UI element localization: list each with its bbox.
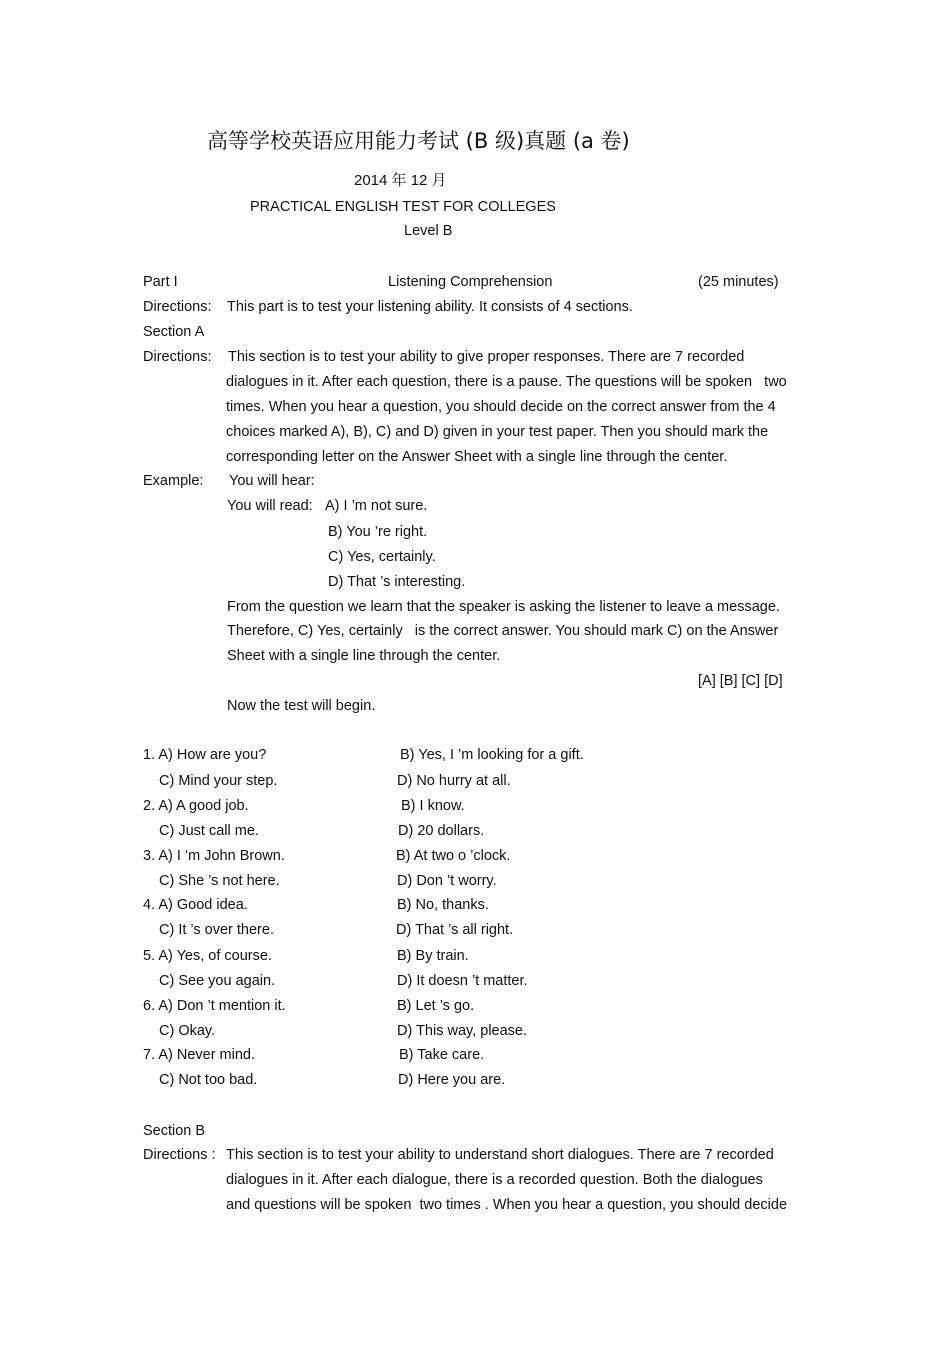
- you-will-hear: You will hear:: [229, 473, 315, 489]
- answer-marks: [A] [B] [C] [D]: [698, 673, 783, 689]
- page-title: 高等学校英语应用能力考试 (B 级)真题 (a 卷): [207, 129, 630, 153]
- part-directions: This part is to test your listening ability. It consists of 4 sections.: [227, 299, 633, 315]
- question-choice-b: B) Yes, I ’m looking for a gift.: [400, 747, 584, 763]
- question-choice-a: 3. A) I ’m John Brown.: [143, 848, 285, 864]
- exam-date: 2014 年 12 月: [354, 172, 447, 189]
- question-choice-a: 2. A) A good job.: [143, 798, 249, 814]
- question-choice-d: D) 20 dollars.: [398, 823, 485, 839]
- example-choice: A) I ’m not sure.: [325, 498, 428, 514]
- question-choice-b: B) By train.: [397, 948, 469, 964]
- question-choice-c: C) Just call me.: [159, 823, 259, 839]
- section-a-directions-line: dialogues in it. After each question, there is a pause. The questions will be spoken two: [226, 374, 787, 390]
- section-a-directions-line: This section is to test your ability to give proper responses. There are 7 recorded: [228, 349, 745, 365]
- question-choice-a: 6. A) Don ’t mention it.: [143, 998, 286, 1014]
- question-choice-b: B) Let ’s go.: [397, 998, 475, 1014]
- section-b-directions-line: and questions will be spoken two times . When you hear a question, you should decide: [226, 1197, 788, 1213]
- question-choice-c: C) See you again.: [159, 973, 276, 989]
- part-time: (25 minutes): [698, 274, 779, 290]
- test-begin: Now the test will begin.: [227, 698, 376, 714]
- question-choice-a: 7. A) Never mind.: [143, 1047, 256, 1063]
- question-choice-b: B) I know.: [401, 798, 465, 814]
- question-choice-c: C) Okay.: [159, 1023, 216, 1039]
- question-choice-a: 1. A) How are you?: [143, 747, 267, 763]
- question-choice-c: C) She ’s not here.: [159, 873, 280, 889]
- you-will-read: You will read:: [227, 498, 313, 514]
- question-choice-d: D) It doesn ’t matter.: [397, 973, 528, 989]
- question-choice-a: 5. A) Yes, of course.: [143, 948, 272, 964]
- explanation-line: From the question we learn that the speaker is asking the listener to leave a message.: [227, 599, 780, 615]
- section-b-label: Section B: [143, 1123, 206, 1139]
- question-choice-b: B) No, thanks.: [397, 897, 489, 913]
- explanation-line: Therefore, C) Yes, certainly is the correct answer. You should mark C) on the Answer: [227, 623, 779, 639]
- section-a-directions-line: corresponding letter on the Answer Sheet with a single line through the center.: [226, 449, 728, 465]
- section-a-label: Section A: [143, 324, 205, 340]
- example-choice: B) You ’re right.: [328, 524, 428, 540]
- part-name: Listening Comprehension: [388, 274, 553, 290]
- question-choice-b: B) Take care.: [399, 1047, 485, 1063]
- part-label: Part I: [143, 274, 178, 290]
- section-a-directions-label: Directions:: [143, 349, 212, 365]
- question-choice-c: C) It ’s over there.: [159, 922, 274, 938]
- section-a-directions-line: choices marked A), B), C) and D) given in your test paper. Then you should mark the: [226, 424, 769, 440]
- question-choice-b: B) At two o ’clock.: [396, 848, 511, 864]
- section-b-directions-line: This section is to test your ability to understand short dialogues. There are 7 recorded: [226, 1147, 774, 1163]
- example-choice: C) Yes, certainly.: [328, 549, 436, 565]
- question-choice-d: D) This way, please.: [397, 1023, 528, 1039]
- example-label: Example:: [143, 473, 204, 489]
- question-choice-d: D) Don ’t worry.: [397, 873, 497, 889]
- question-choice-c: C) Not too bad.: [159, 1072, 258, 1088]
- question-choice-a: 4. A) Good idea.: [143, 897, 248, 913]
- section-b-directions-label: Directions :: [143, 1147, 216, 1163]
- section-b-directions-line: dialogues in it. After each dialogue, there is a recorded question. Both the dialogues: [226, 1172, 763, 1188]
- question-choice-d: D) No hurry at all.: [397, 773, 511, 789]
- example-choice: D) That ’s interesting.: [328, 574, 466, 590]
- exam-level: Level B: [404, 223, 453, 239]
- question-choice-d: D) That ’s all right.: [396, 922, 514, 938]
- question-choice-c: C) Mind your step.: [159, 773, 278, 789]
- part-directions-label: Directions:: [143, 299, 212, 315]
- explanation-line: Sheet with a single line through the center.: [227, 648, 501, 664]
- question-choice-d: D) Here you are.: [398, 1072, 506, 1088]
- exam-subtitle: PRACTICAL ENGLISH TEST FOR COLLEGES: [250, 199, 556, 215]
- section-a-directions-line: times. When you hear a question, you should decide on the correct answer from the 4: [226, 399, 776, 415]
